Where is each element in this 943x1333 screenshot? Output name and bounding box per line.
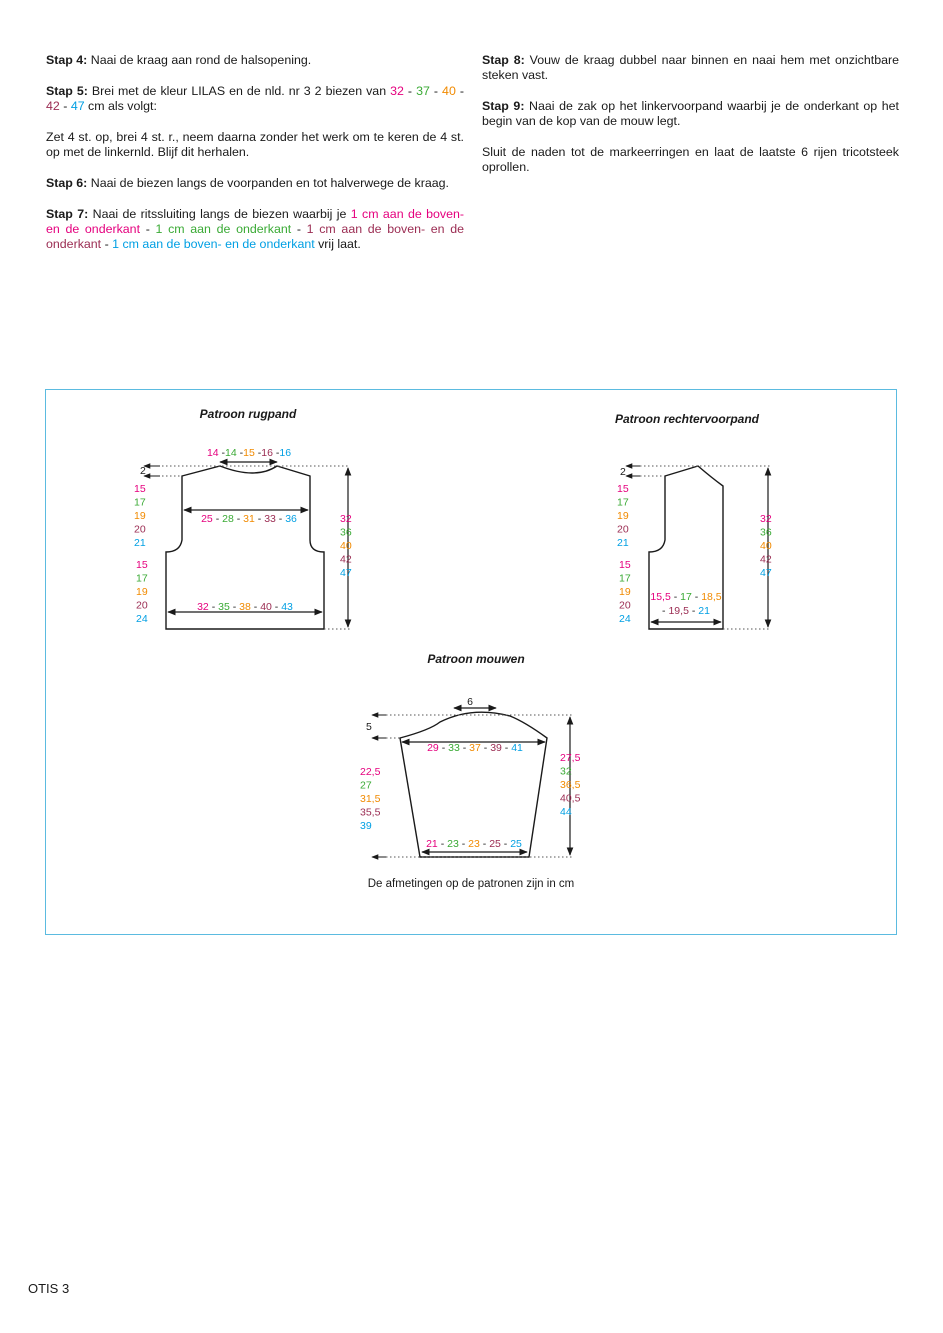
size-value: 42 <box>340 553 352 566</box>
size-value: 21 <box>617 537 629 549</box>
sleeve-upper-width-label: 29 - 33 - 37 - 39 - 41 <box>427 742 523 754</box>
size-value: 22,5 <box>360 766 381 778</box>
size-value: 31,5 <box>360 793 381 805</box>
size-value: 39 <box>490 742 502 754</box>
size-value: 17 <box>680 591 692 603</box>
step-text-run: 40 <box>442 84 456 98</box>
size-value: 33 <box>448 742 460 754</box>
step-text-run: Sluit de naden tot de markeerringen en laat de laatste 6 rijen tricotsteek oprollen. <box>482 145 899 174</box>
size-value: 20 <box>136 599 148 612</box>
sleeve-pattern-title: Patroon mouwen <box>427 652 525 666</box>
size-value: 15 <box>243 447 255 459</box>
size-value: 47 <box>340 567 352 579</box>
size-value: 25 <box>201 513 213 525</box>
size-value: 36 <box>760 526 772 539</box>
size-value: 44 <box>560 806 572 818</box>
step-label: Stap 9: <box>482 99 525 113</box>
front-side-height-stack <box>619 559 631 625</box>
size-value: 19 <box>136 586 148 598</box>
back-shoulder-drop: 2 <box>140 465 146 477</box>
size-value: 20 <box>619 599 631 612</box>
size-value: 39 <box>360 820 372 832</box>
size-value: 27,5 <box>560 752 581 764</box>
step-text-run: 47 <box>70 99 85 113</box>
size-value: 41 <box>511 742 523 754</box>
size-value: 17 <box>619 572 631 585</box>
size-value: 23 <box>468 838 480 850</box>
size-value: 27 <box>360 779 372 792</box>
size-value: 31 <box>243 513 255 525</box>
size-value: 19 <box>617 510 629 522</box>
step-text-run: - <box>455 84 464 98</box>
step-text-run: 37 <box>416 84 430 98</box>
step-text-run: Vouw de kraag dubbel naar binnen en naai hem met onzichtbare steken vast. <box>482 53 900 82</box>
size-value: 42 <box>760 553 772 566</box>
sleeve-outline <box>400 712 547 857</box>
size-value: 37 <box>469 742 481 754</box>
back-total-height-stack <box>340 513 352 579</box>
size-value: 43 <box>281 601 293 613</box>
sleeve-cap-height: 5 <box>366 721 372 733</box>
step-text-run: 1 cm aan de onderkant <box>155 222 292 236</box>
step-label: Stap 6: <box>46 176 88 190</box>
size-value: 15 <box>136 559 148 571</box>
sleeve-pattern <box>360 652 581 890</box>
size-value: 14 <box>206 447 219 459</box>
step-label: Stap 7: <box>46 207 89 221</box>
step-text-run: - <box>429 84 443 98</box>
size-value: 24 <box>619 613 631 625</box>
size-value: 25 <box>510 838 522 850</box>
step-label: Stap 8: <box>482 53 525 67</box>
step-label: Stap 5: <box>46 84 88 98</box>
size-value: 20 <box>134 523 146 536</box>
size-value: 21 <box>134 537 146 549</box>
size-value: 15,5 <box>650 591 671 603</box>
size-value: 15 <box>134 483 146 495</box>
size-value: 25 <box>489 838 501 850</box>
front-pattern-title: Patroon rechtervoorpand <box>614 412 760 426</box>
size-value: 23 <box>447 838 459 850</box>
size-value: 19 <box>134 510 146 522</box>
size-value: 28 <box>222 513 234 525</box>
size-value: 15 <box>617 483 629 495</box>
front-armhole-height-stack <box>617 483 629 549</box>
step-text-run: - <box>291 222 307 236</box>
size-value: 38 <box>239 601 251 613</box>
step-text-run: Naai de biezen langs de voorpanden en tot halverwege de kraag. <box>87 176 449 190</box>
front-bottom-width-label-line2: - 19,5 - 21 <box>662 605 710 617</box>
size-value: 20 <box>617 523 629 536</box>
step-text-run: - <box>403 84 417 98</box>
step-text-run: 1 cm aan de boven- en de onderkant <box>46 207 464 236</box>
size-value: 32 <box>340 513 352 525</box>
size-value: 40 <box>260 601 272 613</box>
front-pattern <box>615 412 772 629</box>
size-value: 40 <box>760 540 772 552</box>
size-value: 29 <box>427 742 439 754</box>
step-text-run: Naai de kraag aan rond de halsopening. <box>87 53 312 67</box>
page-footer: OTIS 3 <box>28 1281 70 1296</box>
step-text-run: 32 <box>390 84 404 98</box>
size-value: 40 <box>340 540 352 552</box>
size-value: 32 <box>197 601 209 613</box>
back-pattern-title: Patroon rugpand <box>199 407 297 421</box>
step-text-run: - <box>59 99 71 113</box>
size-value: 35,5 <box>360 806 381 819</box>
size-value: 32 <box>760 513 772 525</box>
step-text-run: vrij laat. <box>314 237 361 251</box>
size-value: 17 <box>134 496 146 509</box>
size-value: 17 <box>136 572 148 585</box>
size-value: 17 <box>617 496 629 509</box>
front-bottom-width-label-line1: 15,5 - 17 - 18,5 <box>650 591 722 603</box>
size-value: 47 <box>760 567 772 579</box>
back-side-height-stack <box>136 559 148 625</box>
size-value: 21 <box>426 838 438 850</box>
size-value: 19,5 <box>668 605 689 617</box>
size-value: 21 <box>698 605 710 617</box>
step-text-run: 1 cm aan de boven- en de onderkant <box>46 222 465 251</box>
step-label: Stap 4: <box>46 53 88 67</box>
size-value: 36,5 <box>560 779 581 791</box>
front-shoulder-drop: 2 <box>620 466 626 478</box>
size-value: 19 <box>619 586 631 598</box>
step-text-run: 42 <box>46 99 60 113</box>
size-value: 33 <box>264 513 276 525</box>
size-value: 18,5 <box>701 591 722 603</box>
back-bottom-width-label: 32 - 35 - 38 - 40 - 43 <box>197 601 293 613</box>
size-value: 16 <box>279 447 292 459</box>
size-value: 32 <box>560 765 572 778</box>
size-value: 35 <box>218 601 230 613</box>
step-text-run: Brei met de kleur LILAS en de nld. nr 3 2 biezen van <box>87 84 391 98</box>
front-total-height-stack <box>760 513 772 579</box>
back-armhole-height-stack <box>134 483 146 549</box>
step-text-run: Zet 4 st. op, brei 4 st. r., neem daarna zonder het werk om te keren de 4 st. op met de linkernld. Blijf dit herhalen. <box>46 130 464 159</box>
size-value: 36 <box>285 513 297 525</box>
step-text-run: Naai de zak op het linkervoorpand waarbij je de onderkant op het begin van de kop van de mouw legt. <box>482 99 899 128</box>
size-value: 24 <box>136 613 148 625</box>
step-text-run: 1 cm aan de boven- en de onderkant <box>112 237 315 251</box>
step-text-run: - <box>101 237 113 251</box>
sleeve-cuff-width-label: 21 - 23 - 23 - 25 - 25 <box>426 838 522 850</box>
size-value: 16 <box>261 447 273 459</box>
sleeve-right-height-stack <box>560 752 581 818</box>
back-chest-width-label: 25 - 28 - 31 - 33 - 36 <box>201 513 297 525</box>
size-value: 14 <box>225 447 237 459</box>
size-value: 15 <box>619 559 631 571</box>
step-text-run: - <box>140 222 156 236</box>
sleeve-top-width: 6 <box>467 696 473 708</box>
sleeve-left-height-stack <box>360 766 381 832</box>
back-neck-width-label: 14 -14 -15 -16 -16 <box>206 447 292 459</box>
step-text-run: Naai de ritssluiting langs de biezen waarbij je <box>88 207 351 221</box>
size-value: 40,5 <box>560 792 581 805</box>
size-value: 36 <box>340 526 352 539</box>
back-pattern <box>134 407 352 629</box>
measurements-caption: De afmetingen op de patronen zijn in cm <box>367 878 575 890</box>
step-text-run: cm als volgt: <box>84 99 157 113</box>
